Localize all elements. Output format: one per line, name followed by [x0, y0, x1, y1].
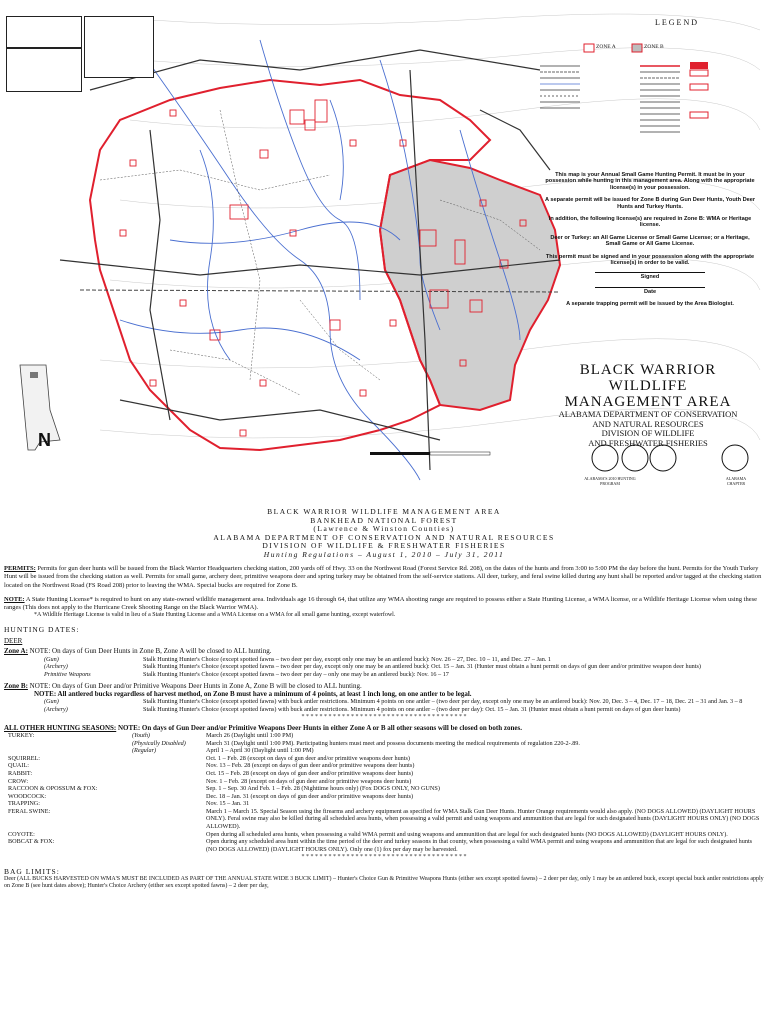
season-name: (Gun) [44, 655, 59, 663]
season-row [4, 838, 764, 853]
season-subtype [130, 793, 204, 801]
season-name: (Gun) [44, 698, 59, 706]
legend-zone-a-swatch [584, 44, 594, 52]
season-subtype [130, 785, 204, 793]
section-divider-2: * * * * * * * * * * * * * * * * * * * * * * * * * * * * * * * * * * * * * [301, 854, 467, 861]
season-name: TRAPPING: [8, 800, 40, 808]
title-line-5: DIVISION OF WILDLIFE [601, 428, 695, 438]
zone-a-label: Zone A: [4, 647, 28, 656]
map-info-p4: Deer or Turkey: an All Game License or Small Game License; or a Heritage, Small Game or All Game License. [550, 234, 750, 248]
season-row [4, 698, 744, 706]
season-dates: Stalk Hunting Hunter's Choice (except spotted fawns – two deer per day, except only one may be an antlered buck): Oct. 15 – Jan. 31 (Hunter must obtain a hunt permit on days of gun deer and/or primitive weapon deer hunts) [143, 663, 701, 671]
zone-a-section [4, 647, 764, 678]
zone-b-note: NOTE: On days of Gun Deer and/or Primitive Weapons Deer Hunts in Zone A, Zone B will be closed to ALL hunting. [29, 681, 362, 690]
season-dates: Stalk Hunting Hunter's Choice (except spotted fawns – two deer per day, except only one may be an antlered buck): Nov. 26 – 27, Dec. 10 – 11, and Dec. 27 – Jan. 1 [143, 655, 552, 663]
season-dates: Oct. 15 – Feb. 28 (except on days of gun deer and/or primitive weapons deer hunts) [206, 769, 414, 777]
season-name [4, 740, 130, 748]
season-subtype [130, 778, 204, 786]
season-dates: March 1 – March 15. Special Season using the firearms and archery equipment as specified for WMA Stalk Gun Deer Hunts. Hunter Orange requirements would also apply. (NO DOGS ALLOWED) (DAYLIGHT HOURS ONLY). Feral swine may also be killed during all scheduled area hunts, when possessing a valid permit and using weapons and ammunition that are legal for such designated hunts (DAYLIGHT HOURS ONLY) (NO DOGS ALLOWED). [206, 807, 760, 831]
season-subtype [130, 808, 204, 831]
season-name: (Archery) [44, 663, 68, 671]
regs-h3: (Lawrence & Winston Counties) [313, 524, 455, 533]
title-line-4: AND NATURAL RESOURCES [592, 418, 704, 429]
season-subtype [130, 762, 204, 770]
other-seasons-section [4, 724, 764, 854]
logo-caption-left: ALABAMA'S 2010 HUNTING PROGRAM [584, 476, 636, 486]
season-row [4, 762, 764, 770]
map-info-p3: In addition, the following license(s) are required in Zone B: WMA or Heritage license. [548, 216, 752, 229]
title-line-1: BLACK WARRIOR [579, 362, 717, 378]
season-dates: Dec. 18 – Jan. 31 (except on days of gun deer and/or primitive weapons deer hunts) [206, 792, 414, 800]
map-permit-info [545, 172, 755, 314]
zone-a-table [4, 656, 703, 679]
season-name: RACCOON & OPOSSUM & FOX: [8, 785, 98, 793]
title-line-6: AND FRESHWATER FISHERIES [588, 437, 708, 448]
season-subtype [130, 755, 204, 763]
map-info-p5: This permit must be signed and in your possession along with the appropriate license(s) in order to be valid. [545, 253, 755, 267]
season-row [4, 808, 764, 831]
season-dates: Open during any scheduled area hunt within the time period of the deer and turkey seasons in that county, when possessing a valid WMA permit and using weapons and ammunition that are legal for such designated hunts (NO DOGS ALLOWED) (DAYLIGHT HOURS ONLY). Only one (1) fox per day may be harvested. [206, 838, 753, 853]
season-row [4, 706, 744, 714]
legend-zone-a-label: ZONE A [596, 44, 616, 50]
season-row [4, 732, 764, 740]
season-name: WOODCOCK: [8, 792, 47, 800]
date-label: Date [643, 288, 657, 295]
title-line-2: WILDLIFE MANAGEMENT AREA [564, 378, 732, 410]
season-subtype [130, 831, 204, 839]
note-text: A State Hunting License* is required to hunt on any state-owned wildlife management area. Individuals age 16 through 64, that utilize any WMA shooting range are required to possess either a State Hunting License, a WMA license, or a Wildlife Heritage License when using these ranges (This does not apply to the Hurricane Creek Shooting Range on the Black Warrior WMA). [4, 595, 758, 612]
signed-label: Signed [640, 274, 660, 281]
season-name: FERAL SWINE: [8, 807, 51, 815]
hunting-regulations [4, 500, 764, 1024]
season-name: COYOTE: [8, 830, 35, 838]
season-dates: April 1 – April 30 (Daylight until 1:00 PM) [206, 747, 314, 755]
wildlife-management-area-map [0, 0, 768, 500]
season-dates: March 26 (Daylight until 1:00 PM) [206, 731, 294, 739]
season-name: (Archery) [44, 705, 68, 713]
bag-limits-heading: BAG LIMITS: [4, 866, 60, 876]
zone-b-label: Zone B: [4, 681, 28, 690]
other-seasons-note: NOTE: On days of Gun Deer and/or Primitive Weapons Deer Hunts in either Zone A or B all other seasons will be closed on both zones. [117, 723, 522, 732]
logo-caption-right: ALABAMA CHAPTER [725, 476, 747, 486]
map-info-p2: A separate permit will be issued for Zone B during Gun Deer Hunts, Youth Deer Hunts and Turkey Hunts. [545, 197, 756, 210]
season-dates: Stalk Hunting Hunter's Choice (except spotted fawns) with buck antler restrictions. Minimum 4 points on one antler – (two deer per day): Oct. 15 – Jan. 31 (Hunter must obtain a hunt permit on days of gun deer hunts) [143, 705, 681, 713]
note-label: NOTE: [4, 595, 25, 603]
season-dates: Nov. 1 – Feb. 28 (except on days of gun deer and/or primitive weapons deer hunts) [206, 777, 412, 785]
season-name: Primitive Weapons [44, 670, 91, 678]
note-section [4, 596, 764, 613]
other-seasons-label: ALL OTHER HUNTING SEASONS: [4, 723, 117, 732]
bag-limits-text: Deer (ALL BUCKS HARVESTED ON WMA'S MUST BE INCLUDED AS PART OF THE ANNUAL STATE WIDE 3 BUCK LIMIT) – Hunter's Choice Gun & Primitive Weapons Hunts (either sex except spotted fawns) – 2 deer per day, only 1 may be an antlered buck, except special buck antler restrictions apply on Zone B (see hunt dates above); Hunter's Choice Archery (either sex except spotted fawns) – 2 deer per day, [4, 876, 764, 890]
hunting-dates-heading: HUNTING DATES: [4, 624, 80, 634]
season-name: SQUIRREL: [8, 754, 40, 762]
season-row [4, 740, 764, 748]
zone-a-note: NOTE: On days of Gun Deer Hunts in Zone B, Zone A will be closed to ALL hunting. [29, 647, 272, 656]
permits-label: PERMITS: [4, 565, 36, 572]
permits-text: Permits for gun deer hunts will be issued from the Black Warrior Headquarters checking station, 200 yards off of Hwy. 33 on the Northwest Road (Forest Service Rd. 208), on the dates of the hunts and from 3:00 to 5:00 PM the day before the hunt. Permits for the Youth Turkey Hunt will be issued from the checking station as well. Permits for small game, archery deer, primitive weapons deer and spring turkey may be obtained from the self-service stations. All deer, turkey, and feral swine killed during any hunt shall be reported and/or tagged at the checking station located on the Northwest Road (FS Road 208) prior to leaving the WMA. Special bucks are required for Zone B. [4, 565, 762, 589]
section-divider: * * * * * * * * * * * * * * * * * * * * * * * * * * * * * * * * * * * * * [301, 714, 467, 721]
season-row [4, 755, 764, 763]
regs-h5: DIVISION OF WILDLIFE & FRESHWATER FISHERIES [262, 541, 506, 550]
season-subtype [130, 770, 204, 778]
regs-h4: ALABAMA DEPARTMENT OF CONSERVATION AND NATURAL RESOURCES [213, 532, 555, 542]
season-row [4, 770, 764, 778]
regs-h6: Hunting Regulations – August 1, 2010 – July 31, 2011 [263, 549, 505, 559]
season-name: CROW: [8, 777, 29, 785]
season-row [4, 800, 764, 808]
scale-bar [370, 452, 490, 455]
season-dates: Nov. 15 – Jan. 31 [206, 800, 250, 808]
map-note-box-3 [84, 16, 154, 78]
season-name: TURKEY: [8, 731, 35, 739]
season-subtype [130, 800, 204, 808]
map-info-p6: A separate trapping permit will be issued by the Area Biologist. [566, 301, 734, 308]
season-row [4, 671, 703, 679]
season-row [4, 656, 703, 664]
season-row [4, 747, 764, 755]
season-dates: Sep. 1 – Sep. 30 And Feb. 1 – Feb. 28 (Nighttime hours only) (Fox DOGS ONLY, NO GUNS) [206, 785, 440, 793]
season-subtype: (Regular) [132, 747, 157, 755]
season-name: BOBCAT & FOX: [8, 838, 55, 846]
season-dates: Oct. 1 – Feb. 28 (except on days of gun deer and/or primitive weapons deer hunts) [206, 754, 410, 762]
season-dates: Open during all scheduled area hunts, when possessing a valid WMA permit and using weapons and ammunition that are legal for such designated hunts (NO DOGS ALLOWED) (DAYLIGHT HOURS ONLY). [206, 830, 728, 838]
regs-h1: BLACK WARRIOR WILDLIFE MANAGEMENT AREA [267, 507, 501, 516]
season-subtype: (Physically Disabled) [132, 739, 186, 747]
season-dates: March 31 (Daylight until 1:00 PM). Participating hunters must meet and possess documents meeting the medical requirements of regulation 220-2-.89. [206, 739, 580, 747]
season-subtype: (Youth) [132, 731, 150, 739]
zone-b-note2: NOTE: All antlered bucks regardless of harvest method, on Zone B must have a minimum of 4 points, at least 1 inch long, on one antler to be legal. [34, 689, 472, 698]
season-dates: Stalk Hunting Hunter's Choice (except spotted fawns) with buck antler restrictions. Minimum 4 points on one antler – (two deer per day, except only one may be an antlered buck): Nov. 20, Dec. 3 – 4, Dec. 17 – 18, Dec. 21 – 31 and Jan. 3 – 8 [143, 698, 743, 706]
season-dates: Stalk Hunting Hunter's Choice (except spotted fawns – two deer per day – only one may be an antlered buck): Nov. 16 – 17 [143, 670, 449, 678]
season-row [4, 831, 764, 839]
other-seasons-table [4, 732, 764, 854]
season-row [4, 663, 703, 671]
legend-zone-b-swatch [632, 44, 642, 52]
title-line-3: ALABAMA DEPARTMENT OF CONSERVATION [558, 409, 738, 419]
map-note-box-1 [6, 16, 82, 48]
season-name: RABBIT: [8, 769, 33, 777]
season-subtype [130, 838, 204, 853]
date-line [595, 287, 705, 288]
season-dates: Nov. 13 – Feb. 28 (except on days of gun deer and/or primitive weapons deer hunts) [206, 762, 415, 770]
map-info-p1: This map is your Annual Small Game Hunting Permit. It must be in your possession while hunting in this management area. Along with the appropriate license(s) in your possession. [545, 172, 755, 191]
legend-zone-b-label: ZONE B [644, 44, 664, 50]
season-row [4, 793, 764, 801]
deer-heading: DEER [4, 637, 23, 646]
legend-title: LEGEND [655, 18, 699, 27]
season-name [4, 747, 130, 755]
season-row [4, 785, 764, 793]
north-arrow-label: N [38, 430, 51, 450]
wma-title-block [548, 362, 748, 448]
map-note-box-2 [6, 48, 82, 92]
note-footnote: *A Wildlife Heritage License is valid in lieu of a State Hunting License and a WMA License on a WMA for all small game hunting, except waterfowl. [34, 612, 396, 619]
regs-h2: BANKHEAD NATIONAL FOREST [310, 515, 458, 525]
regs-header [4, 508, 764, 559]
permits-section [4, 565, 764, 590]
zone-b-section [4, 682, 764, 714]
season-row [4, 778, 764, 786]
signature-line [595, 272, 705, 273]
zone-b-table [4, 698, 744, 713]
season-name: QUAIL: [8, 762, 29, 770]
